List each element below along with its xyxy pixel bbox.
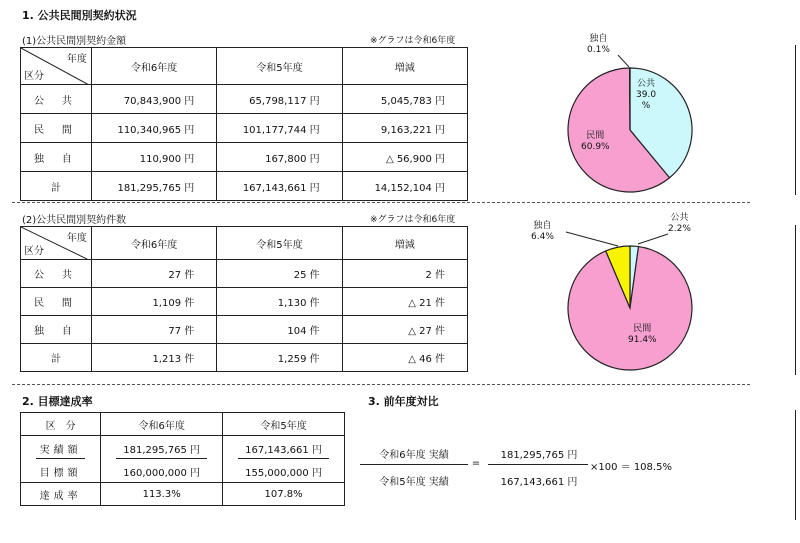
ach-actual-label: 実績額 — [39, 445, 82, 456]
comp-value-rule — [488, 464, 588, 465]
section1-title: 1. 公共民間別契約状況 — [22, 9, 137, 22]
comp-num-label: 令和6年度 実績 — [379, 450, 449, 461]
row-label: 民間 — [21, 114, 92, 143]
ach-target-r5: 155,000,000 円 — [245, 468, 322, 479]
table-row — [21, 114, 468, 143]
ach-actual-r5: 167,143,661 円 — [245, 445, 322, 456]
pie2-own-label — [531, 221, 554, 243]
ach-head-r5: 令和5年度 — [223, 413, 345, 436]
right-edge-bar — [795, 45, 796, 195]
head-year: 年度 — [66, 233, 87, 244]
comp-label-rule — [360, 464, 468, 465]
achievement-table — [20, 412, 345, 506]
pie1-public-name: 公共 — [637, 79, 656, 89]
row-label: 民間 — [21, 288, 92, 316]
pie1-own-name: 独自 — [589, 34, 608, 44]
ach-target-label: 目標額 — [39, 468, 82, 479]
cell-r5: 1,130 件 — [217, 288, 342, 316]
ach-r6-rule — [116, 458, 207, 459]
table-row — [21, 172, 468, 201]
section2-title: 2. 目標達成率 — [22, 395, 93, 408]
amount-head-diff: 増減 — [342, 48, 467, 85]
cell-r5: 167,800 円 — [217, 143, 342, 172]
cell-diff: 2 件 — [342, 260, 467, 288]
cell-r6: 1,213 件 — [91, 344, 216, 372]
cell-r6: 110,340,965 円 — [91, 114, 216, 143]
count-head-diagonal — [21, 227, 92, 260]
divider — [12, 384, 750, 385]
amount-head-r5: 令和5年度 — [217, 48, 342, 85]
cell-r6: 181,295,765 円 — [91, 172, 216, 201]
head-year: 年度 — [66, 54, 87, 65]
table-row — [21, 260, 468, 288]
cell-r5: 25 件 — [217, 260, 342, 288]
cell-diff: △ 21 件 — [342, 288, 467, 316]
row-label: 公共 — [21, 260, 92, 288]
amount-graph-note: ※グラフは令和6年度 — [370, 36, 456, 46]
pie1-own-leader-line — [600, 55, 640, 75]
ach-r5-cell — [223, 436, 345, 483]
pie1-private-label — [581, 131, 610, 153]
cell-diff: 14,152,104 円 — [342, 172, 467, 201]
count-head-diff: 増減 — [342, 227, 467, 260]
ach-head-r6: 令和6年度 — [101, 413, 223, 436]
comp-num-value: 181,295,765 円 — [500, 450, 578, 461]
pie1-public-label — [636, 79, 656, 112]
cell-r6: 27 件 — [91, 260, 216, 288]
pie1-public-pct-unit: % — [641, 101, 651, 111]
count-table — [20, 226, 468, 372]
row-label: 公共 — [21, 85, 92, 114]
head-cat: 区分 — [24, 246, 44, 257]
comp-den-label: 令和5年度 実績 — [379, 477, 449, 488]
comp-den-value: 167,143,661 円 — [500, 477, 578, 488]
pie1-own-pct: 0.1% — [587, 45, 610, 55]
cell-diff: △ 27 件 — [342, 316, 467, 344]
amount-head-diagonal — [21, 48, 92, 85]
ach-target-r6: 160,000,000 円 — [123, 468, 201, 479]
ach-label-rule — [36, 458, 85, 459]
ach-rate-label: 達成率 — [21, 483, 101, 506]
comp-equals: = — [471, 458, 481, 469]
pie2-private-label — [628, 324, 657, 346]
pie1-private-pct: 60.9% — [581, 142, 610, 152]
table-row — [21, 316, 468, 344]
ach-rate-r5: 107.8% — [223, 483, 345, 506]
cell-r6: 1,109 件 — [91, 288, 216, 316]
ach-r5-rule — [238, 458, 329, 459]
ach-r6-cell — [101, 436, 223, 483]
table-row — [21, 288, 468, 316]
cell-r6: 70,843,900 円 — [91, 85, 216, 114]
amount-head-r6: 令和6年度 — [91, 48, 216, 85]
section3-title: 3. 前年度対比 — [368, 395, 439, 408]
amount-subtitle: (1)公共民間別契約金額 — [22, 36, 127, 47]
cell-r6: 77 件 — [91, 316, 216, 344]
row-label: 独自 — [21, 143, 92, 172]
pie2-leader-lines — [560, 222, 680, 252]
pie2-public-name: 公共 — [670, 213, 689, 223]
table-row — [21, 85, 468, 114]
count-head-r6: 令和6年度 — [91, 227, 216, 260]
count-graph-note: ※グラフは令和6年度 — [370, 215, 456, 225]
pie2-own-name: 独自 — [533, 221, 552, 231]
cell-r5: 1,259 件 — [217, 344, 342, 372]
pie1-public-pct: 39.0 — [636, 90, 657, 100]
amount-table — [20, 47, 468, 201]
head-cat: 区分 — [24, 71, 44, 82]
divider — [12, 202, 750, 203]
table-row — [21, 344, 468, 372]
pie2-private-pct: 91.4% — [628, 335, 657, 345]
pie1-own-label — [587, 34, 610, 56]
cell-r6: 110,900 円 — [91, 143, 216, 172]
ach-actual-r6: 181,295,765 円 — [123, 445, 201, 456]
cell-r5: 167,143,661 円 — [217, 172, 342, 201]
ach-rate-r6: 113.3% — [101, 483, 223, 506]
row-label: 計 — [21, 172, 92, 201]
row-label: 計 — [21, 344, 92, 372]
pie-chart-count — [560, 238, 700, 378]
pie2-own-pct: 6.4% — [531, 232, 554, 242]
pie2-private-name: 民間 — [633, 324, 652, 334]
ach-head-cat: 区 分 — [21, 413, 101, 436]
ach-label-cell — [21, 436, 101, 483]
cell-diff: 9,163,221 円 — [342, 114, 467, 143]
cell-diff: 5,045,783 円 — [342, 85, 467, 114]
comp-result: ×100 ＝ 108.5% — [590, 462, 672, 473]
pie-chart-amount — [560, 60, 700, 200]
cell-diff: △ 56,900 円 — [342, 143, 467, 172]
pie1-private-name: 民間 — [586, 131, 605, 141]
cell-diff: △ 46 件 — [342, 344, 467, 372]
cell-r5: 101,177,744 円 — [217, 114, 342, 143]
table-row — [21, 143, 468, 172]
count-head-r5: 令和5年度 — [217, 227, 342, 260]
cell-r5: 65,798,117 円 — [217, 85, 342, 114]
cell-r5: 104 件 — [217, 316, 342, 344]
pie2-public-pct: 2.2% — [668, 224, 691, 234]
right-edge-bar — [795, 225, 796, 375]
count-subtitle: (2)公共民間別契約件数 — [22, 215, 127, 226]
row-label: 独自 — [21, 316, 92, 344]
right-edge-bar — [795, 410, 796, 520]
